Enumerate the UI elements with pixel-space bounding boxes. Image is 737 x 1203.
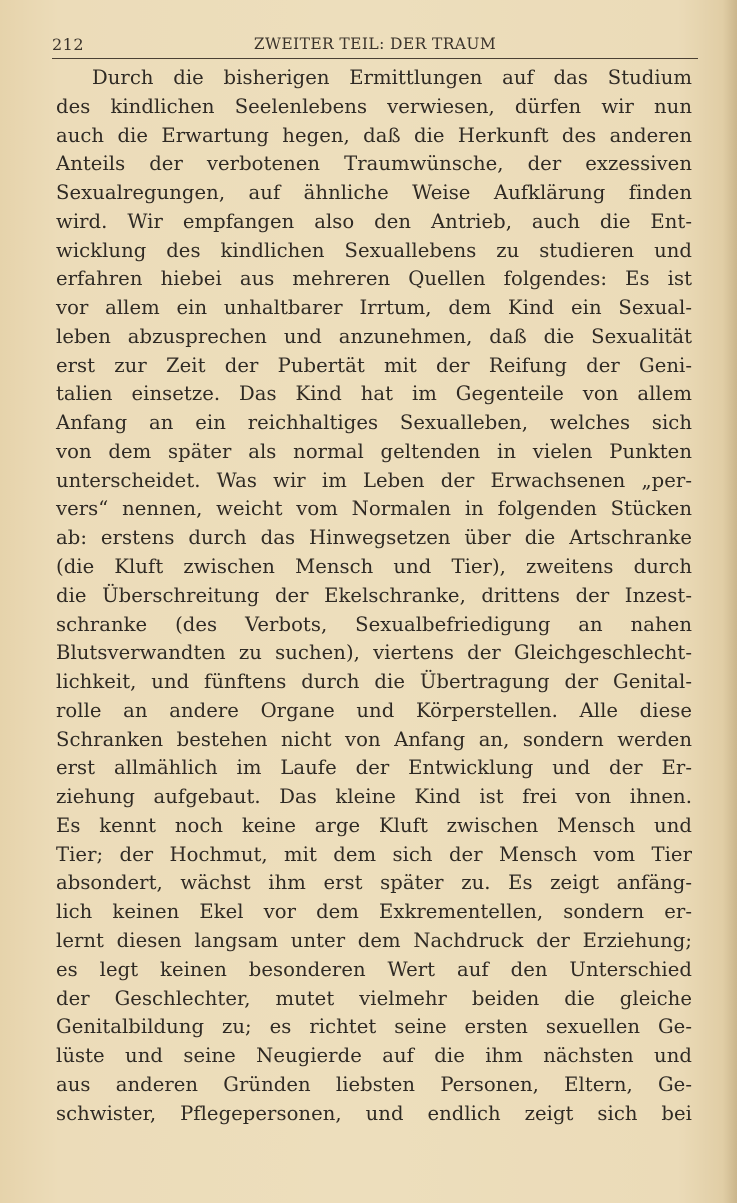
text-line: des kindlichen Seelenlebens verwiesen, dürfen wir nun [56, 94, 692, 118]
text-line: erst allmählich im Laufe der Entwicklung und der Er- [56, 756, 692, 780]
text-line: vers“ nennen, weicht vom Normalen in folgenden Stücken [56, 497, 692, 521]
page-number: 212 [52, 35, 85, 54]
text-line: Durch die bisherigen Ermittlungen auf das Studium [92, 66, 692, 89]
text-line: Blutsverwandten zu suchen), viertens der Gleichgeschlecht- [56, 641, 692, 665]
text-line: lichkeit, und fünftens durch die Übertragung der Genital- [56, 670, 692, 694]
header-rule [52, 58, 698, 59]
text-line: talien einsetze. Das Kind hat im Gegenteile von allem [56, 382, 692, 406]
text-line: leben abzusprechen und anzunehmen, daß die Sexualität [56, 324, 692, 348]
text-line: schranke (des Verbots, Sexualbefriedigung an nahen [56, 612, 692, 636]
text-line: ziehung aufgebaut. Das kleine Kind ist frei von ihnen. [56, 785, 692, 809]
text-line: rolle an andere Organe und Körperstellen. Alle diese [56, 698, 692, 722]
text-line: vor allem ein unhaltbarer Irrtum, dem Kind ein Sexual- [56, 296, 692, 320]
text-line: es legt keinen besonderen Wert auf den Unterschied [56, 957, 692, 981]
text-line: lüste und seine Neugierde auf die ihm nächsten und [56, 1044, 692, 1068]
text-line: von dem später als normal geltenden in vielen Punkten [56, 439, 692, 463]
text-line: Tier; der Hochmut, mit dem sich der Mensch vom Tier [56, 842, 692, 866]
text-line: Schranken bestehen nicht von Anfang an, sondern werden [56, 727, 692, 751]
text-line: ab: erstens durch das Hinwegsetzen über die Artschranke [56, 526, 692, 550]
page-header [52, 34, 698, 56]
text-line: erfahren hiebei aus mehreren Quellen folgendes: Es ist [56, 267, 692, 291]
body-paragraph [56, 64, 692, 1128]
text-line: wicklung des kindlichen Sexuallebens zu studieren und [56, 238, 692, 262]
text-line: aus anderen Gründen liebsten Personen, Eltern, Ge- [56, 1072, 692, 1096]
text-line: schwister, Pflegepersonen, und endlich zeigt sich bei [56, 1101, 692, 1125]
text-line: der Geschlechter, mutet vielmehr beiden die gleiche [56, 986, 692, 1010]
text-line: erst zur Zeit der Pubertät mit der Reifung der Geni- [56, 353, 692, 377]
page-edge-shadow [723, 0, 737, 1203]
text-line: lich keinen Ekel vor dem Exkrementellen, sondern er- [56, 900, 692, 924]
text-line: unterscheidet. Was wir im Leben der Erwachsenen „per- [56, 468, 692, 492]
text-line: Anfang an ein reichhaltiges Sexualleben, welches sich [56, 411, 692, 435]
text-line: auch die Erwartung hegen, daß die Herkunft des anderen [56, 123, 692, 147]
running-head: ZWEITER TEIL: DER TRAUM [253, 35, 497, 53]
text-line: die Überschreitung der Ekelschranke, drittens der Inzest- [56, 583, 692, 607]
text-line: (die Kluft zwischen Mensch und Tier), zweitens durch [56, 555, 692, 579]
text-line: Genitalbildung zu; es richtet seine ersten sexuellen Ge- [56, 1015, 692, 1039]
text-line: wird. Wir empfangen also den Antrieb, auch die Ent- [56, 209, 692, 233]
text-line: Anteils der verbotenen Traumwünsche, der exzessiven [56, 152, 692, 176]
text-line: Sexualregungen, auf ähnliche Weise Aufklärung finden [56, 181, 692, 205]
text-line: lernt diesen langsam unter dem Nachdruck der Erziehung; [56, 928, 692, 952]
text-line: absondert, wächst ihm erst später zu. Es zeigt anfäng- [56, 871, 692, 895]
text-line: Es kennt noch keine arge Kluft zwischen Mensch und [56, 813, 692, 837]
